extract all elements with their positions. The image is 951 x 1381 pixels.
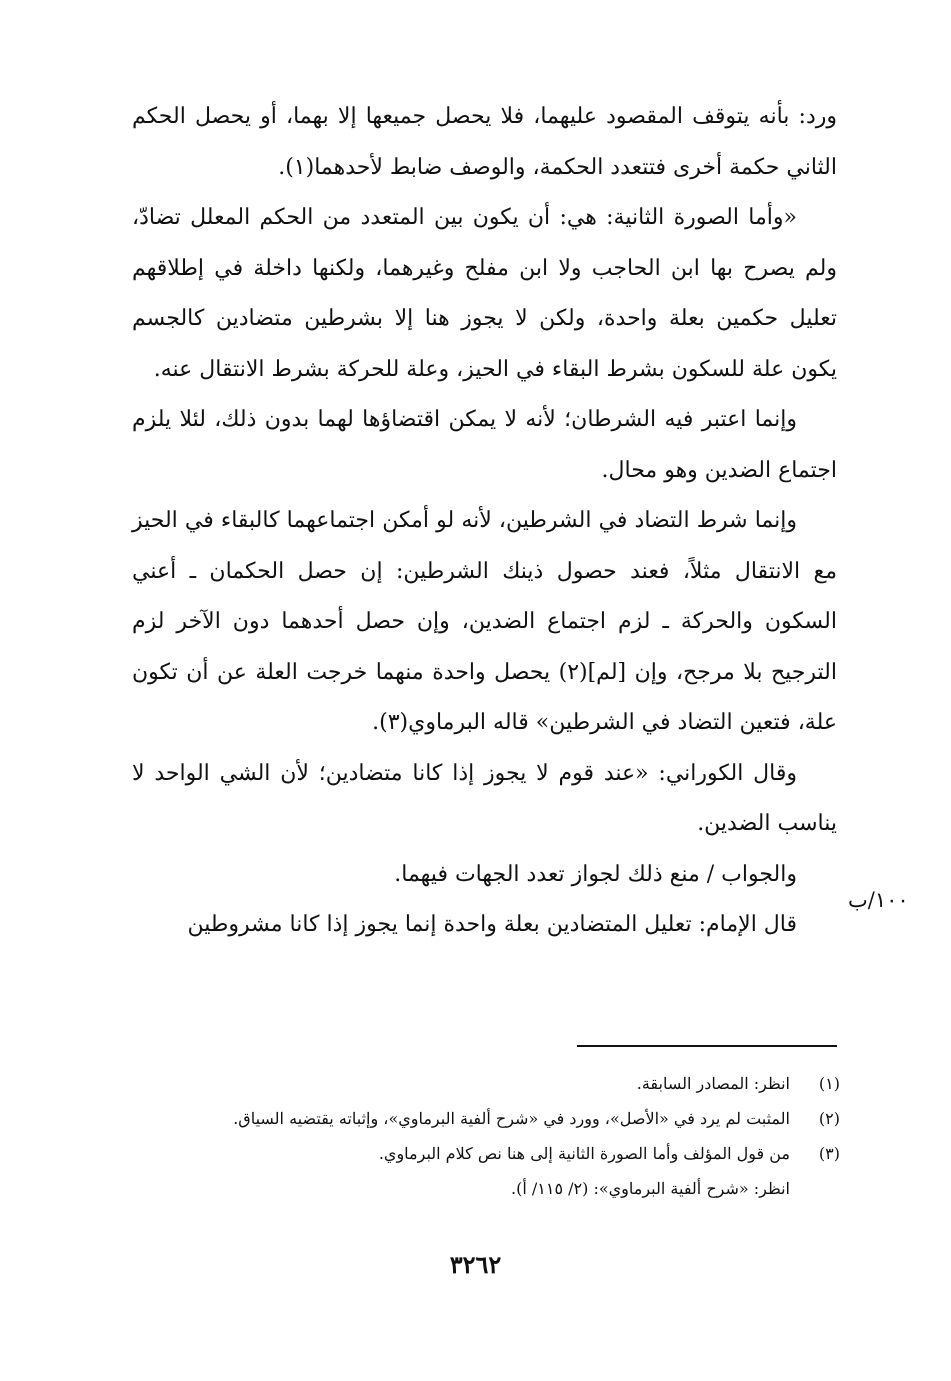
footnote bbox=[120, 1136, 840, 1171]
paragraph: قال الإمام: تعليل المتضادين بعلة واحدة إنما يجوز إذا كانا مشروطين bbox=[187, 912, 797, 937]
footnote-number: (١) bbox=[818, 1074, 840, 1093]
paragraph: ورد: بأنه يتوقف المقصود عليهما، فلا يحصل جميعها إلا بهما، أو يحصل الحكم الثاني حكمة أخرى فتتعدد الحكمة، والوصف ضابط لأحدهما(١). bbox=[132, 104, 837, 180]
footnote-text: انظر: المصادر السابقة. bbox=[636, 1074, 790, 1093]
footnotes bbox=[120, 1066, 840, 1206]
paragraph: وإنما شرط التضاد في الشرطين، لأنه لو أمكن اجتماعهما كالبقاء في الحيز مع الانتقال مثلاً، فعند حصول ذينك الشرطين: إن حصل الحكمان ـ أعني السكون والحركة ـ لزم اجتماع الضدين، وإن حصل أحدهما دون الآخر لزم الترجيح بلا مرجح، وإن [لم](٢) يحصل واحدة منهما خرجت العلة عن أن تكون علة، فتعين التضاد في الشرطين» قاله البرماوي(٣). bbox=[132, 508, 837, 735]
footnote-separator bbox=[577, 1045, 837, 1047]
footnote-number: (٢) bbox=[818, 1109, 840, 1128]
paragraph: وقال الكوراني: «عند قوم لا يجوز إذا كانا متضادين؛ لأن الشي الواحد لا يناسب الضدين. bbox=[132, 760, 837, 836]
paragraph: وإنما اعتبر فيه الشرطان؛ لأنه لا يمكن اقتضاؤها لهما بدون ذلك، لئلا يلزم اجتماع الضدين وهو محال. bbox=[132, 407, 837, 483]
footnote-continuation: انظر: «شرح ألفية البرماوي»: (٢/ ١١٥/ أ). bbox=[511, 1179, 790, 1198]
manuscript-folio-marker: ١٠٠/ب bbox=[848, 888, 909, 912]
page-number: ٣٢٦٢ bbox=[449, 1250, 502, 1279]
paragraph: «وأما الصورة الثانية: هي: أن يكون بين المتعدد من الحكم المعلل تضادّ، ولم يصرح بها ابن الحاجب ولا ابن مفلح وغيرهما، ولكنها داخلة في إطلاقهم تعليل حكمين بعلة واحدة، ولكن لا يجوز هنا إلا بشرطين متضادين كالجسم يكون علة للسكون بشرط البقاء في الحيز، وعلة للحركة بشرط الانتقال عنه. bbox=[132, 205, 837, 382]
footnote-text: المثبت لم يرد في «الأصل»، وورد في «شرح ألفية البرماوي»، وإثباته يقتضيه السياق. bbox=[233, 1109, 790, 1128]
footnote-number: (٣) bbox=[818, 1144, 840, 1163]
paragraph: والجواب / منع ذلك لجواز تعدد الجهات فيهما. bbox=[394, 861, 797, 887]
footnote-text: من قول المؤلف وأما الصورة الثانية إلى هنا نص كلام البرماوي. bbox=[378, 1144, 790, 1163]
main-text bbox=[132, 92, 837, 951]
footnote bbox=[120, 1066, 840, 1101]
footnote bbox=[120, 1101, 840, 1136]
